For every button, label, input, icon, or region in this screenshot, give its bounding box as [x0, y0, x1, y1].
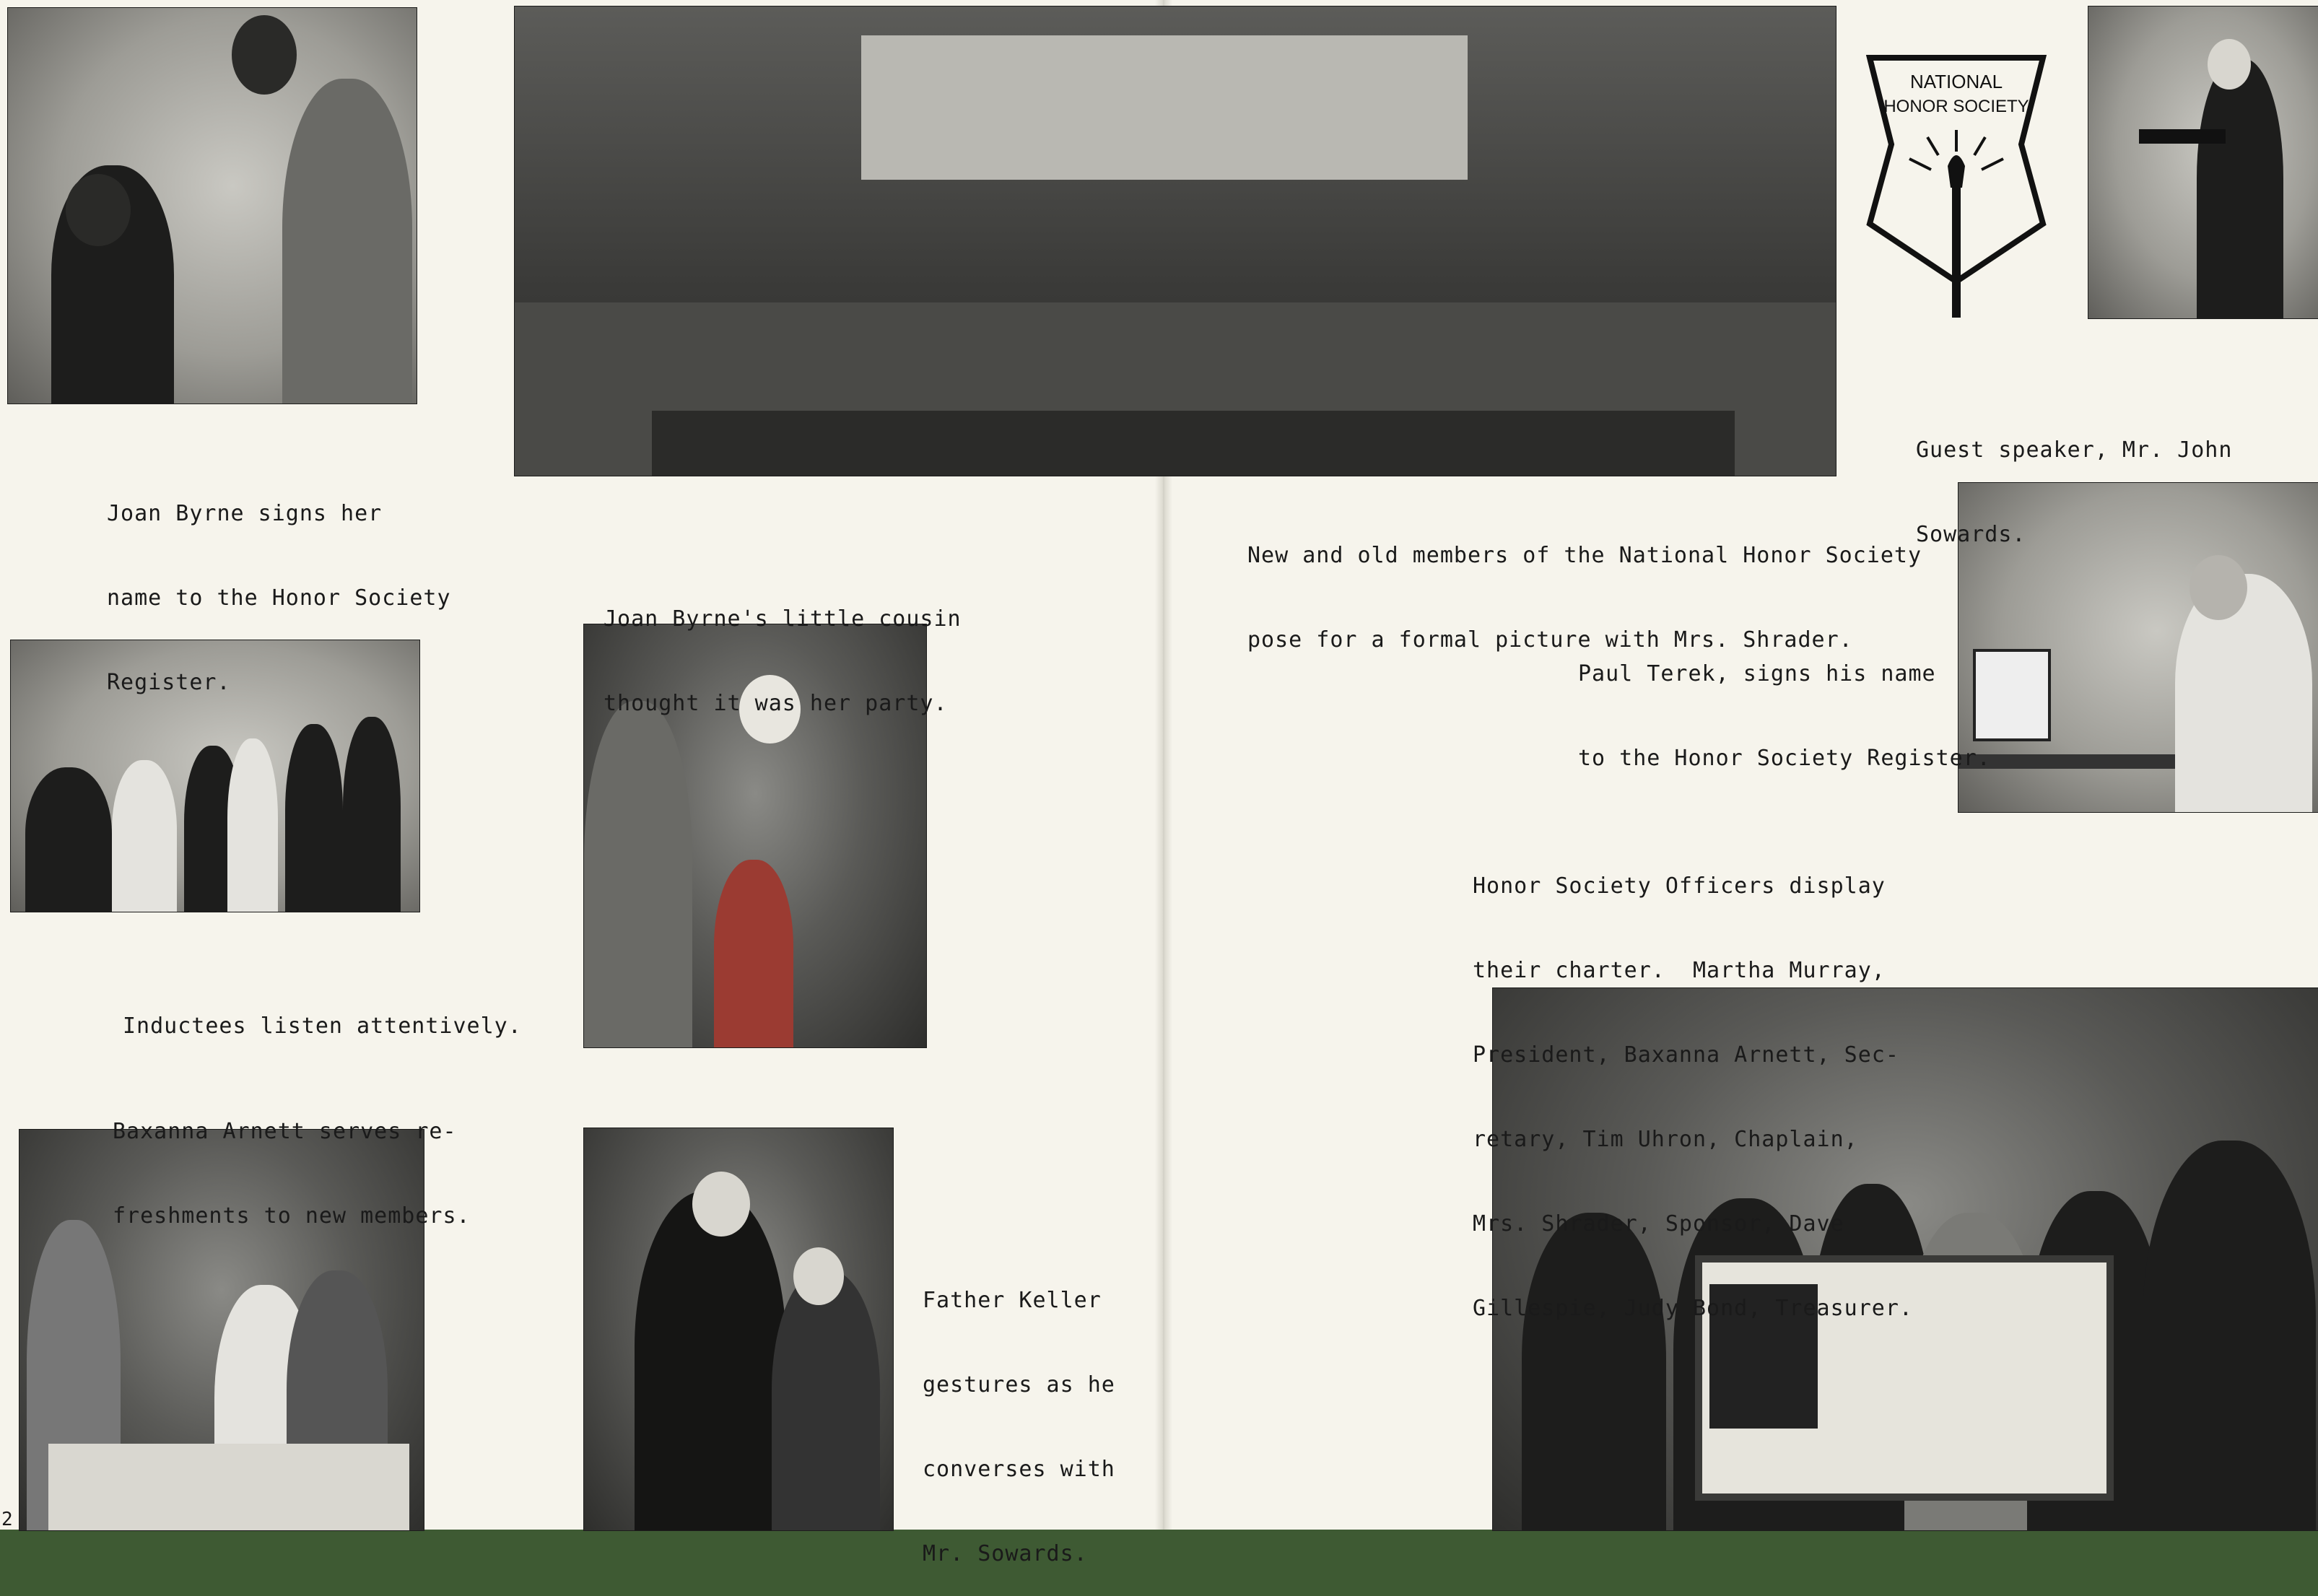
caption-line: pose for a formal picture with Mrs. Shrader. [1247, 627, 1853, 653]
caption-line: thought it was her party. [604, 691, 948, 716]
photo-joan-byrne-signing [7, 7, 417, 404]
caption-line: Honor Society Officers display [1473, 873, 1886, 899]
caption-joan-register [107, 443, 451, 725]
emblem-line1: NATIONAL [1909, 71, 2003, 92]
photo-guest-speaker [2088, 6, 2318, 319]
caption-line: Inductees listen attentively. [123, 1013, 522, 1039]
caption-line: Mrs. Shrader, Sponsor, Dave [1473, 1211, 1844, 1237]
caption-line: Guest speaker, Mr. John [1916, 437, 2233, 463]
caption-father-keller [923, 1230, 1115, 1596]
caption-line: retary, Tim Uhron, Chaplain, [1473, 1127, 1858, 1152]
caption-baxanna [113, 1061, 471, 1258]
caption-line: New and old members of the National Honor Society [1247, 543, 1922, 568]
caption-line: Joan Byrne signs her [107, 501, 383, 526]
photo-group-formal [514, 6, 1836, 476]
caption-guest-speaker [1916, 380, 2232, 577]
emblem-line2: HONOR SOCIETY [1883, 97, 2029, 116]
page-number: 2 [1, 1509, 13, 1530]
caption-line: to the Honor Society Register. [1578, 746, 1991, 771]
caption-line: President, Baxanna Arnett, Sec- [1473, 1042, 1899, 1068]
caption-line: gestures as he [923, 1372, 1115, 1397]
caption-line: Sowards. [1916, 522, 2026, 547]
caption-line: Baxanna Arnett serves re- [113, 1119, 457, 1144]
caption-line: freshments to new members. [113, 1203, 471, 1229]
caption-little-cousin [604, 549, 962, 746]
caption-line: name to the Honor Society [107, 585, 451, 611]
caption-line: Register. [107, 670, 231, 695]
caption-line: Paul Terek, signs his name [1578, 661, 1936, 686]
caption-line: Joan Byrne's little cousin [604, 606, 962, 632]
caption-paul-terek [1578, 603, 1991, 801]
caption-line: converses with [923, 1457, 1115, 1482]
torch-icon [1952, 188, 1961, 318]
caption-officers [1473, 816, 1913, 1351]
photo-father-keller [583, 1128, 894, 1531]
caption-line: Father Keller [923, 1288, 1102, 1313]
caption-line: their charter. Martha Murray, [1473, 958, 1886, 983]
caption-inductees [123, 956, 522, 1068]
caption-line: Mr. Sowards. [923, 1541, 1088, 1566]
caption-line: Gillespie, Judy Bond, Treasurer. [1473, 1296, 1913, 1321]
torch-flame-icon [1948, 155, 1965, 188]
national-honor-society-emblem [1848, 43, 2065, 325]
